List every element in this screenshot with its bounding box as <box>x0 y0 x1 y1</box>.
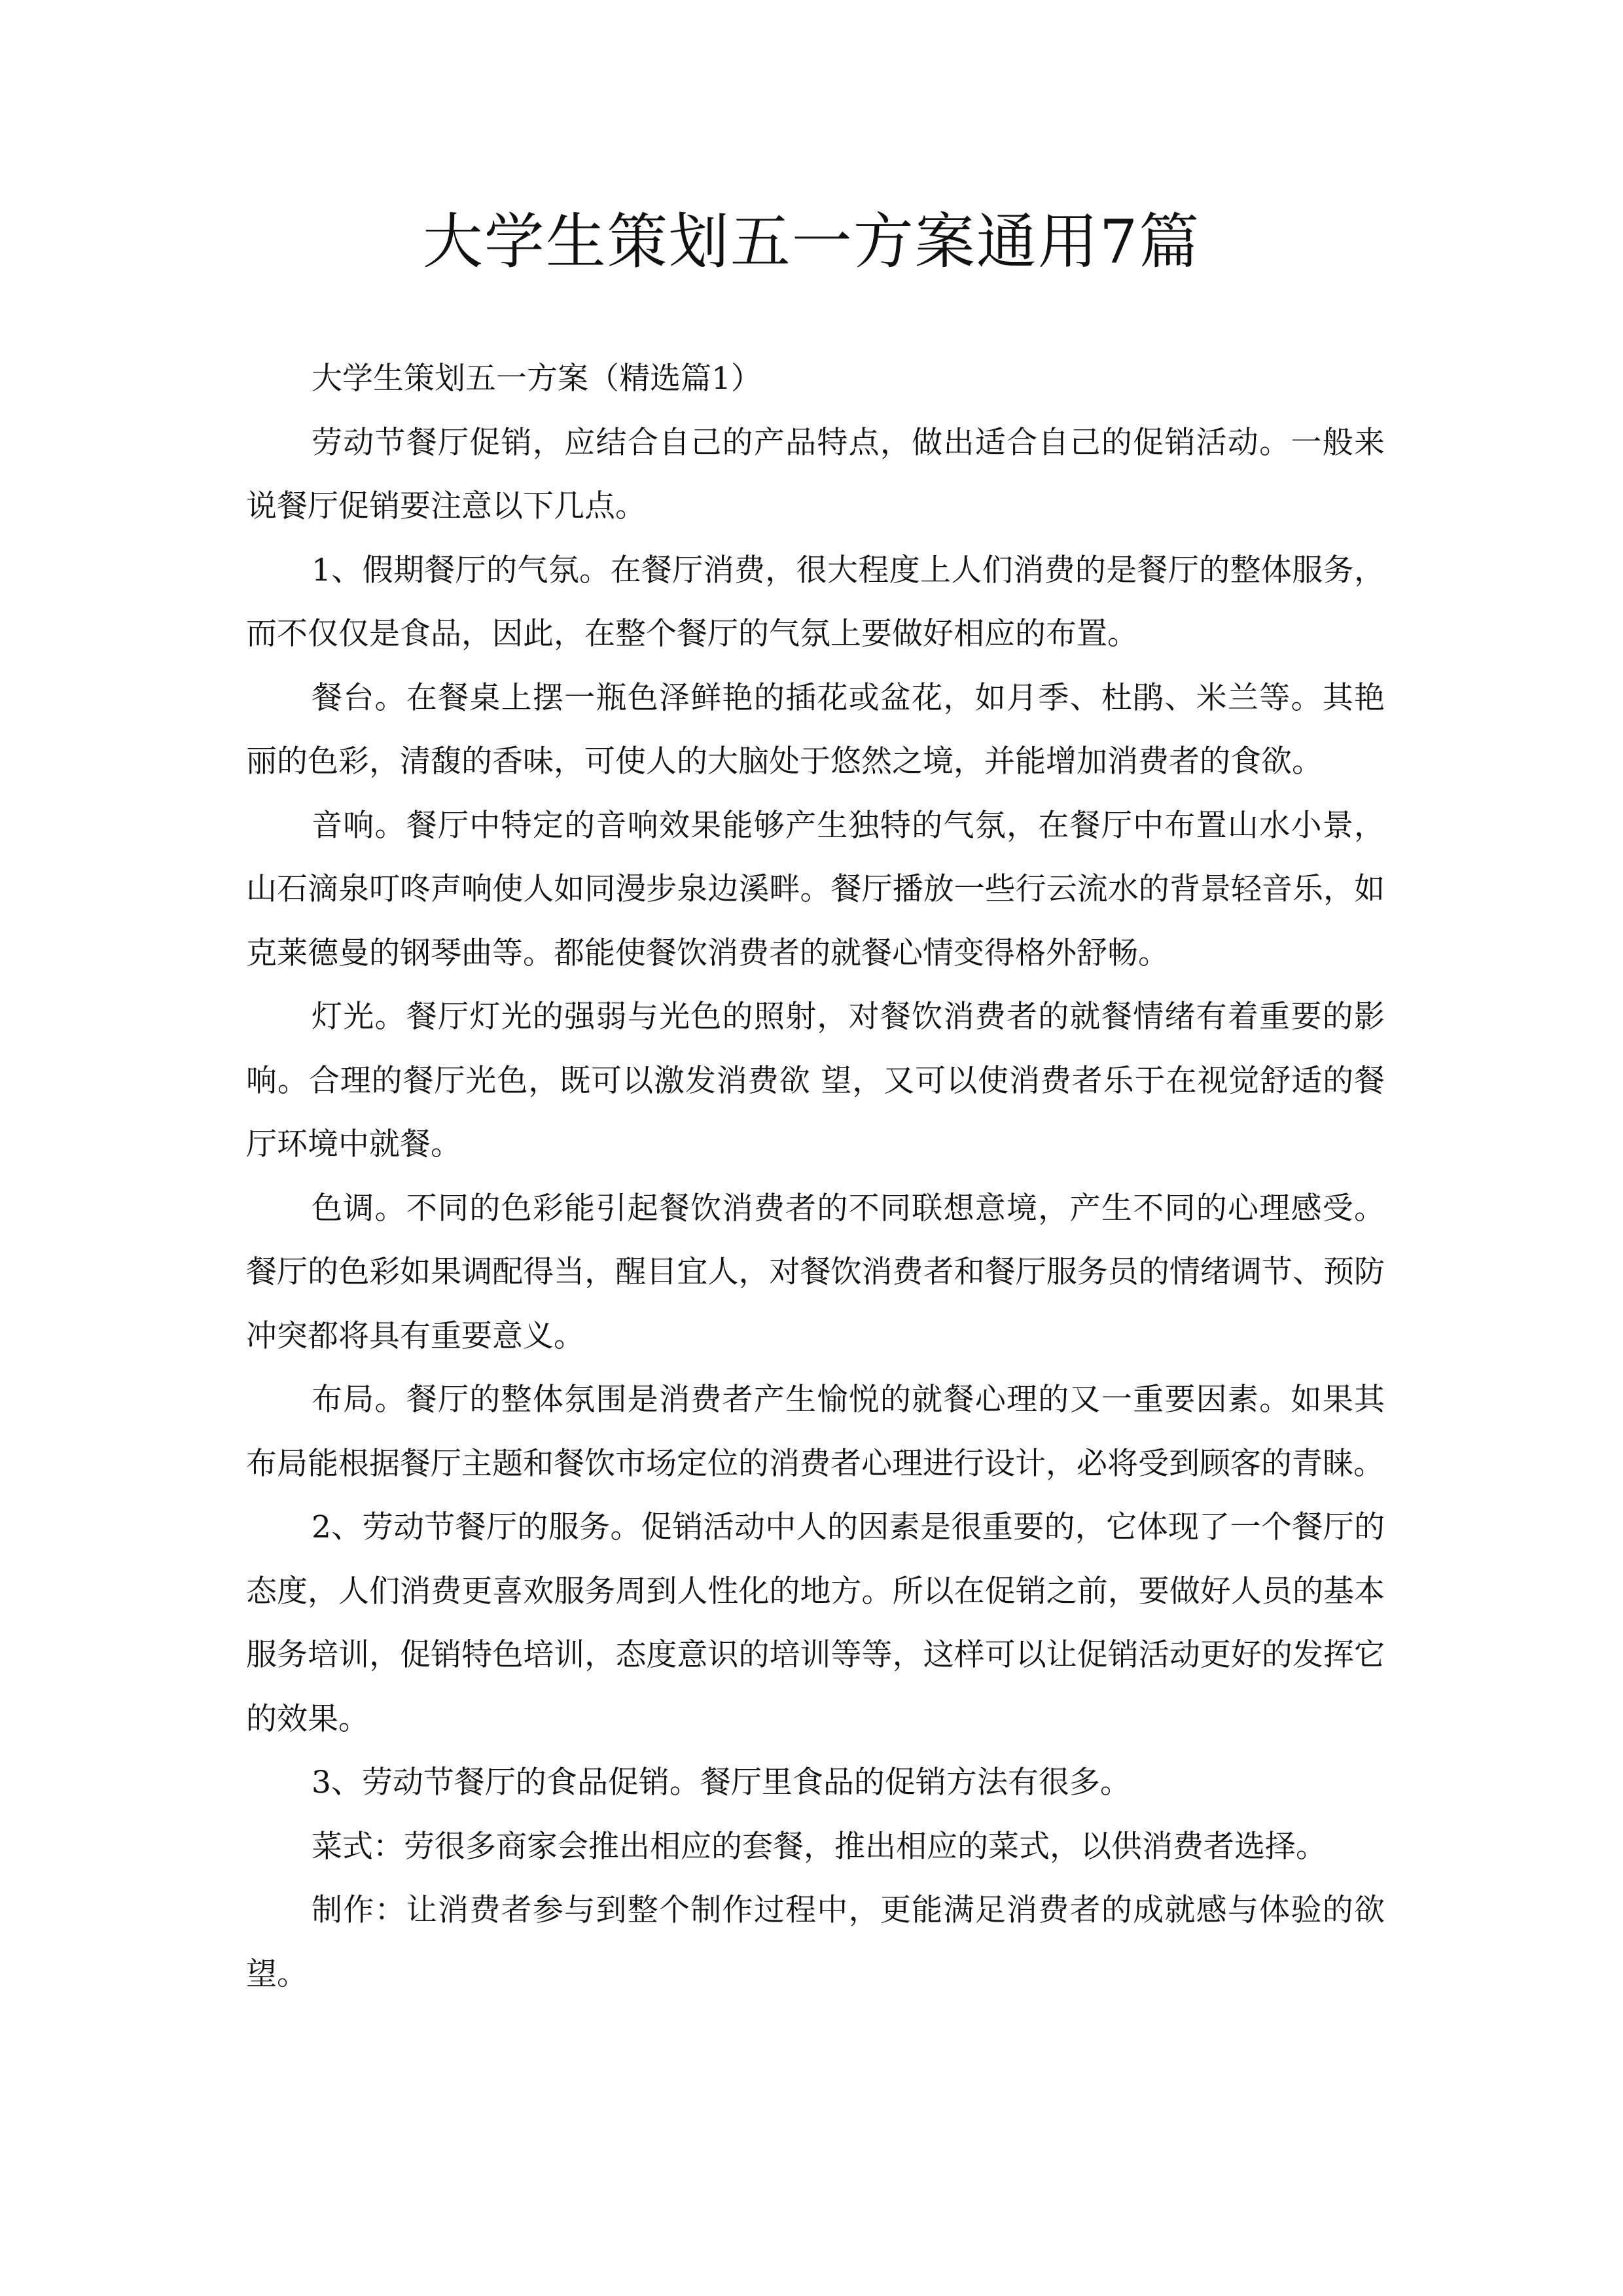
paragraph-sound: 音响。餐厅中特定的音响效果能够产生独特的气氛，在餐厅中布置山水小景，山石滴泉叮咚声响使人如同漫步泉边溪畔。餐厅播放一些行云流水的背景轻音乐，如克莱德曼的钢琴曲等。都能使餐饮消费者的就餐心情变得格外舒畅。 <box>246 807 1385 971</box>
paragraph-intro: 劳动节餐厅促销，应结合自己的产品特点，做出适合自己的促销活动。一般来说餐厅促销要注意以下几点。 <box>246 424 1385 524</box>
paragraph-layout: 布局。餐厅的整体氛围是消费者产生愉悦的就餐心理的又一重要因素。如果其布局能根据餐厅主题和餐饮市场定位的消费者心理进行设计，必将受到顾客的青睐。 <box>246 1382 1385 1482</box>
paragraph-dishes: 菜式：劳很多商家会推出相应的套餐，推出相应的菜式，以供消费者选择。 <box>312 1828 1327 1865</box>
paragraph-food-promotion: 3、劳动节餐厅的食品促销。餐厅里食品的促销方法有很多。 <box>312 1765 1131 1801</box>
paragraph-atmosphere: 1、假期餐厅的气氛。在餐厅消费，很大程度上人们消费的是餐厅的整体服务，而不仅仅是食品，因此，在整个餐厅的气氛上要做好相应的布置。 <box>246 552 1385 652</box>
document-title: 大学生策划五一方案通用7篇 <box>422 207 1201 277</box>
section-heading: 大学生策划五一方案（精选篇1） <box>312 361 762 397</box>
paragraph-service: 2、劳动节餐厅的服务。促销活动中人的因素是很重要的，它体现了一个餐厅的态度，人们消费更喜欢服务周到人性化的地方。所以在促销之前，要做好人员的基本服务培训，促销特色培训，态度意识的培训等等，这样可以让促销活动更好的发挥它的效果。 <box>246 1509 1385 1737</box>
paragraph-lighting: 灯光。餐厅灯光的强弱与光色的照射，对餐饮消费者的就餐情绪有着重要的影响。合理的餐厅光色，既可以激发消费欲 望，又可以使消费者乐于在视觉舒适的餐厅环境中就餐。 <box>246 999 1385 1162</box>
paragraph-production: 制作：让消费者参与到整个制作过程中，更能满足消费者的成就感与体验的欲 望。 <box>246 1892 1385 1992</box>
document-body <box>246 347 1385 2006</box>
paragraph-color-tone: 色调。不同的色彩能引起餐饮消费者的不同联想意境，产生不同的心理感受。餐厅的色彩如果调配得当，醒目宜人，对餐饮消费者和餐厅服务员的情绪调节、预防冲突都将具有重要意义。 <box>246 1190 1385 1354</box>
paragraph-table-setting: 餐台。在餐桌上摆一瓶色泽鲜艳的插花或盆花，如月季、杜鹃、米兰等。其艳丽的色彩，清馥的香味，可使人的大脑处于悠然之境，并能增加消费者的食欲。 <box>246 679 1385 780</box>
